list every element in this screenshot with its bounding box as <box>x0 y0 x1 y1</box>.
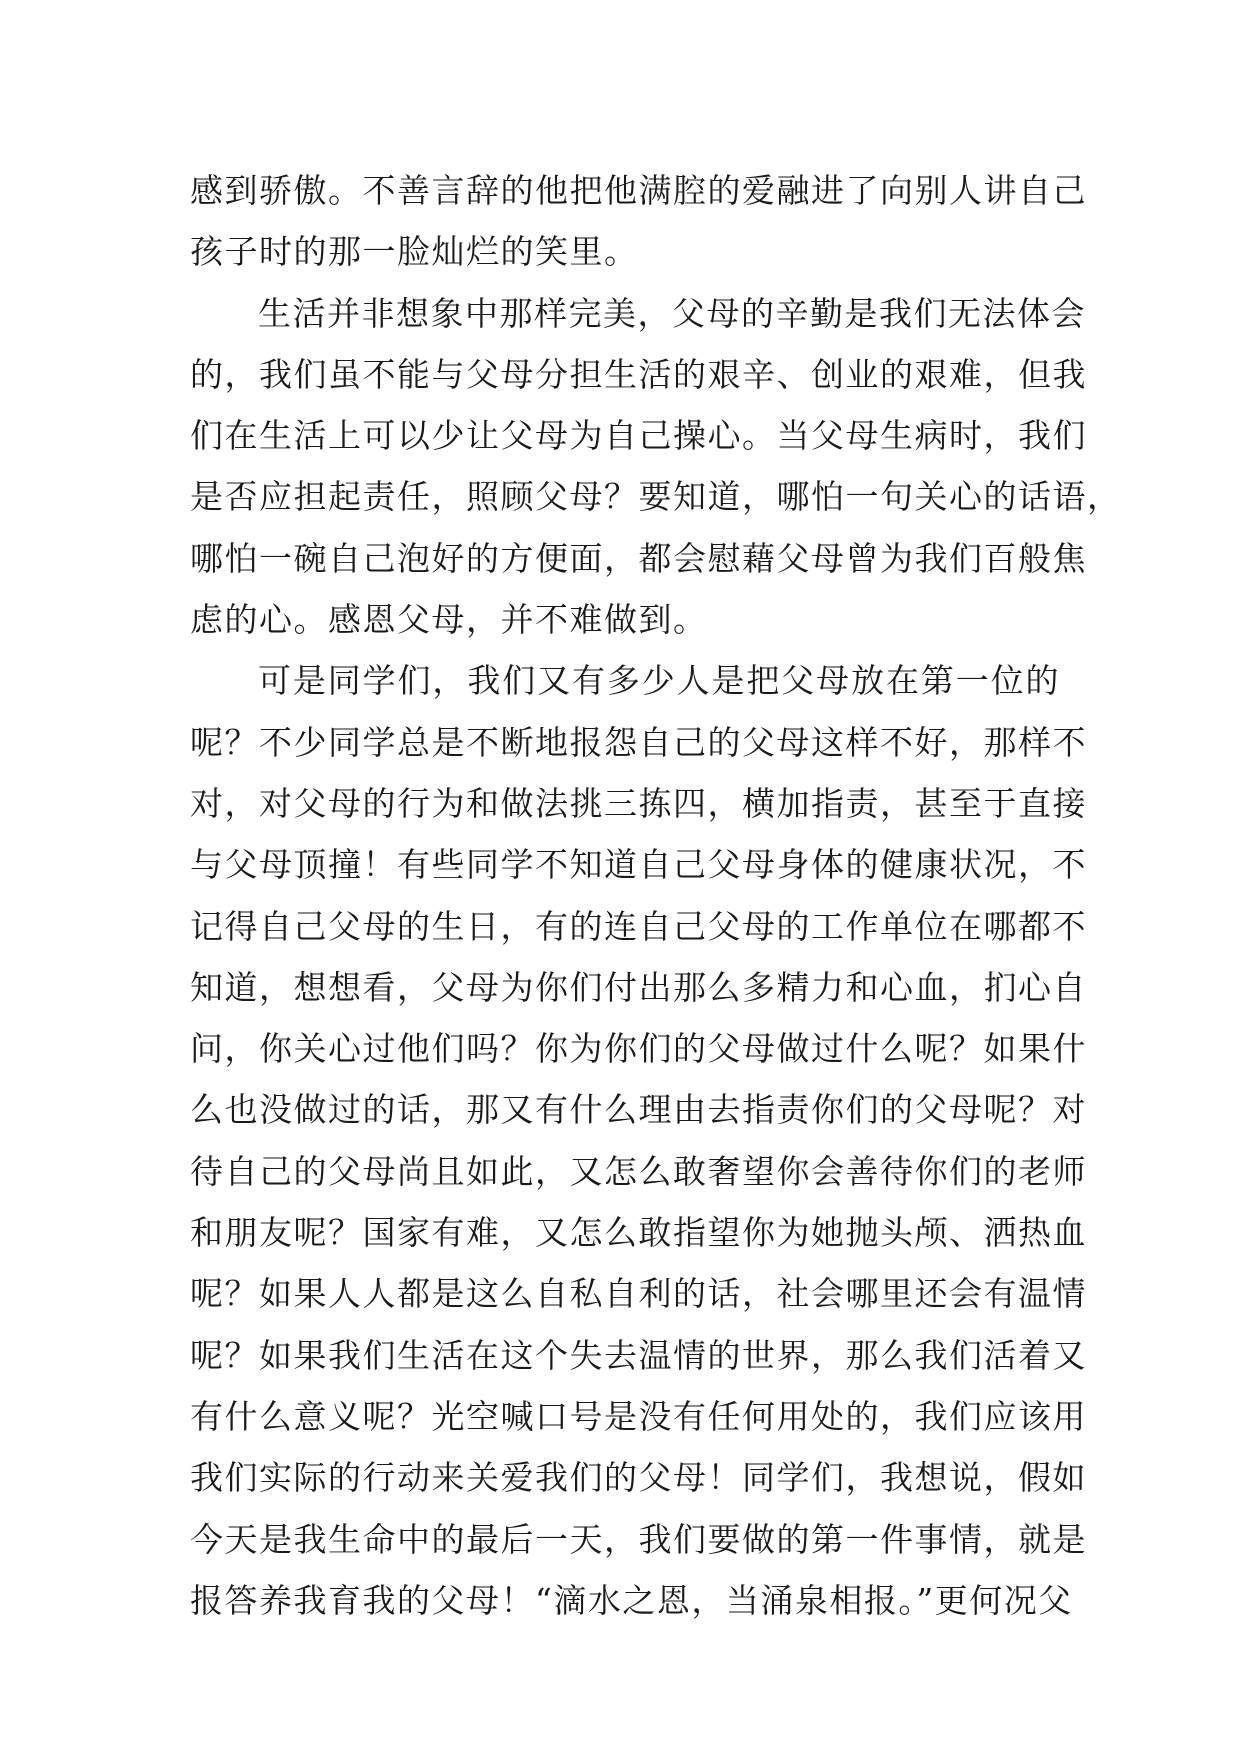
text-line: 哪怕一碗自己泡好的方便面，都会慰藉父母曾为我们百般焦 <box>190 538 1087 578</box>
text-line: 问，你关心过他们吗？你为你们的父母做过什么呢？如果什 <box>190 1029 1087 1069</box>
text-line: 虑的心。感恩父母，并不难做到。 <box>190 600 708 640</box>
text-line: 知道，想想看，父母为你们付出那么多精力和心血，扪心自 <box>190 967 1087 1007</box>
text-line: 可是同学们，我们又有多少人是把父母放在第一位的 <box>258 661 1060 701</box>
text-line: 生活并非想象中那样完美，父母的辛勤是我们无法体会 <box>258 293 1086 333</box>
text-line: 呢？如果我们生活在这个失去温情的世界，那么我们活着又 <box>190 1335 1087 1375</box>
text-line: 们在生活上可以少让父母为自己操心。当父母生病时，我们 <box>190 416 1087 456</box>
text-line: 孩子时的那一脸灿烂的笑里。 <box>190 232 639 272</box>
text-line: 呢？不少同学总是不断地报怨自己的父母这样不好，那样不 <box>190 722 1087 762</box>
text-line: 与父母顶撞！有些同学不知道自己父母身体的健康状况，不 <box>190 845 1087 885</box>
text-line: 报答养我育我的父母！“滴水之恩，当涌泉相报。”更何况父 <box>190 1580 1073 1620</box>
text-line: 呢？如果人人都是这么自私自利的话，社会哪里还会有温情 <box>190 1274 1087 1314</box>
text-line: 记得自己父母的生日，有的连自己父母的工作单位在哪都不 <box>190 906 1087 946</box>
text-line: 的，我们虽不能与父母分担生活的艰辛、创业的艰难，但我 <box>190 354 1087 394</box>
text-line: 么也没做过的话，那又有什么理由去指责你们的父母呢？对 <box>190 1090 1087 1130</box>
text-line: 我们实际的行动来关爱我们的父母！同学们，我想说，假如 <box>190 1458 1087 1498</box>
text-line: 和朋友呢？国家有难，又怎么敢指望你为她抛头颅、洒热血 <box>190 1213 1087 1253</box>
text-line: 是否应担起责任，照顾父母？要知道，哪怕一句关心的话语， <box>190 477 1122 517</box>
text-line: 今天是我生命中的最后一天，我们要做的第一件事情，就是 <box>190 1519 1087 1559</box>
text-line: 有什么意义呢？光空喊口号是没有任何用处的，我们应该用 <box>190 1396 1087 1436</box>
text-line: 感到骄傲。不善言辞的他把他满腔的爱融进了向别人讲自己 <box>190 171 1087 210</box>
text-line: 对，对父母的行为和做法挑三拣四，横加指责，甚至于直接 <box>190 783 1087 823</box>
text-line: 待自己的父母尚且如此，又怎么敢奢望你会善待你们的老师 <box>190 1151 1087 1191</box>
body-text <box>190 160 1122 1631</box>
